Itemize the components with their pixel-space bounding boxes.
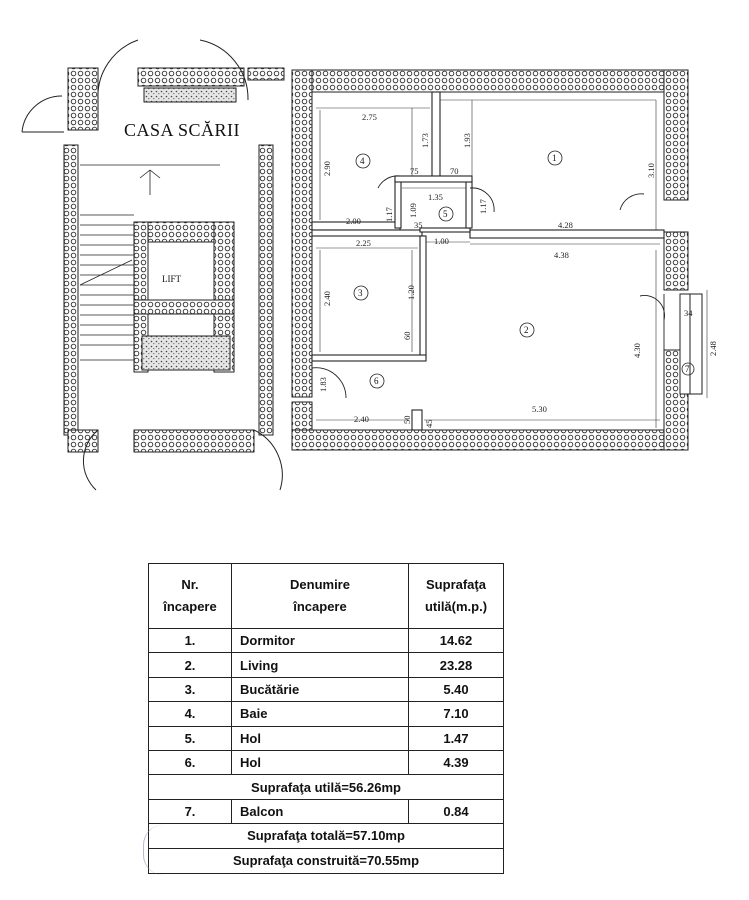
row-area: 14.62: [409, 629, 504, 653]
dim-label: 4.28: [558, 220, 573, 230]
row-area: 23.28: [409, 653, 504, 677]
room-marker-7: 7: [685, 364, 690, 374]
dim-label: 50: [402, 415, 412, 424]
header-nr: Nr. încapere: [149, 564, 232, 629]
table-row: [149, 702, 504, 726]
row-nr: 4.: [149, 702, 232, 726]
useful-total: Suprafaţa utilă=56.26mp: [149, 775, 504, 799]
room-area-table: [148, 563, 504, 874]
room-marker-5: 5: [443, 209, 448, 219]
table-row: [149, 629, 504, 653]
exterior-walls: [292, 70, 688, 450]
dim-label: 1.00: [434, 236, 449, 246]
dim-label: 70: [450, 166, 459, 176]
row-nr: 3.: [149, 677, 232, 701]
dim-label: 2.48: [708, 341, 718, 356]
room-marker-4: 4: [360, 156, 365, 166]
built-area: Suprafaţa construită=70.55mp: [149, 848, 504, 873]
built-row: [149, 848, 504, 873]
room-markers: [354, 151, 694, 388]
dim-label: 60: [402, 331, 412, 340]
table-header-row: [149, 564, 504, 629]
table-row: [149, 751, 504, 775]
useful-total-row: [149, 775, 504, 799]
dim-label: 2.40: [322, 291, 332, 306]
row-nr: 6.: [149, 751, 232, 775]
dim-label: 3.10: [646, 163, 656, 178]
row-name: Living: [232, 653, 409, 677]
dim-label: 35: [414, 220, 423, 230]
interior-walls: [312, 92, 664, 430]
total-row: [149, 824, 504, 848]
total-area: Suprafaţa totală=57.10mp: [149, 824, 504, 848]
row-name: Hol: [232, 726, 409, 750]
balcony-name: Balcon: [232, 799, 409, 823]
table-row: [149, 726, 504, 750]
row-nr: 5.: [149, 726, 232, 750]
dim-label: 75: [410, 166, 419, 176]
row-name: Baie: [232, 702, 409, 726]
row-area: 5.40: [409, 677, 504, 701]
dim-label: 1.73: [420, 133, 430, 148]
row-name: Hol: [232, 751, 409, 775]
dim-label: 1.17: [384, 207, 394, 222]
dim-label: 4.38: [554, 250, 569, 260]
balcony-nr: 7.: [149, 799, 232, 823]
dim-label: 2.25: [356, 238, 371, 248]
room-marker-2: 2: [524, 325, 529, 335]
dim-label: 2.40: [354, 414, 369, 424]
dim-label: 1.09: [408, 203, 418, 218]
row-nr: 2.: [149, 653, 232, 677]
room-marker-1: 1: [552, 153, 557, 163]
dim-label: 45: [424, 419, 434, 428]
dim-label: 1.93: [462, 133, 472, 148]
balcony-row: [149, 799, 504, 823]
header-name: Denumire încapere: [232, 564, 409, 629]
dim-label: 4.30: [632, 343, 642, 358]
row-name: Bucătărie: [232, 677, 409, 701]
header-area: Suprafaţa utilă(m.p.): [409, 564, 504, 629]
row-area: 4.39: [409, 751, 504, 775]
stair-door-swings: [22, 40, 282, 490]
row-name: Dormitor: [232, 629, 409, 653]
staircase: [80, 165, 220, 360]
dim-label: 34: [684, 308, 693, 318]
dim-label: 2.90: [322, 161, 332, 176]
room-marker-6: 6: [374, 376, 379, 386]
dim-label: 1.17: [478, 199, 488, 214]
row-nr: 1.: [149, 629, 232, 653]
row-area: 1.47: [409, 726, 504, 750]
stairwell-title: CASA SCĂRII: [124, 120, 241, 140]
row-area: 7.10: [409, 702, 504, 726]
dim-label: 2.00: [346, 216, 361, 226]
dim-label: 2.75: [362, 112, 377, 122]
dim-label: 1.35: [428, 192, 443, 202]
dim-label: 5.30: [532, 404, 547, 414]
room-marker-3: 3: [358, 288, 363, 298]
table-row: [149, 653, 504, 677]
table-row: [149, 677, 504, 701]
stamp-mark: [143, 825, 166, 875]
balcony-area: 0.84: [409, 799, 504, 823]
lift-label: LIFT: [162, 274, 181, 284]
dim-label: 1.83: [318, 377, 328, 392]
dim-label: 1.20: [406, 285, 416, 300]
